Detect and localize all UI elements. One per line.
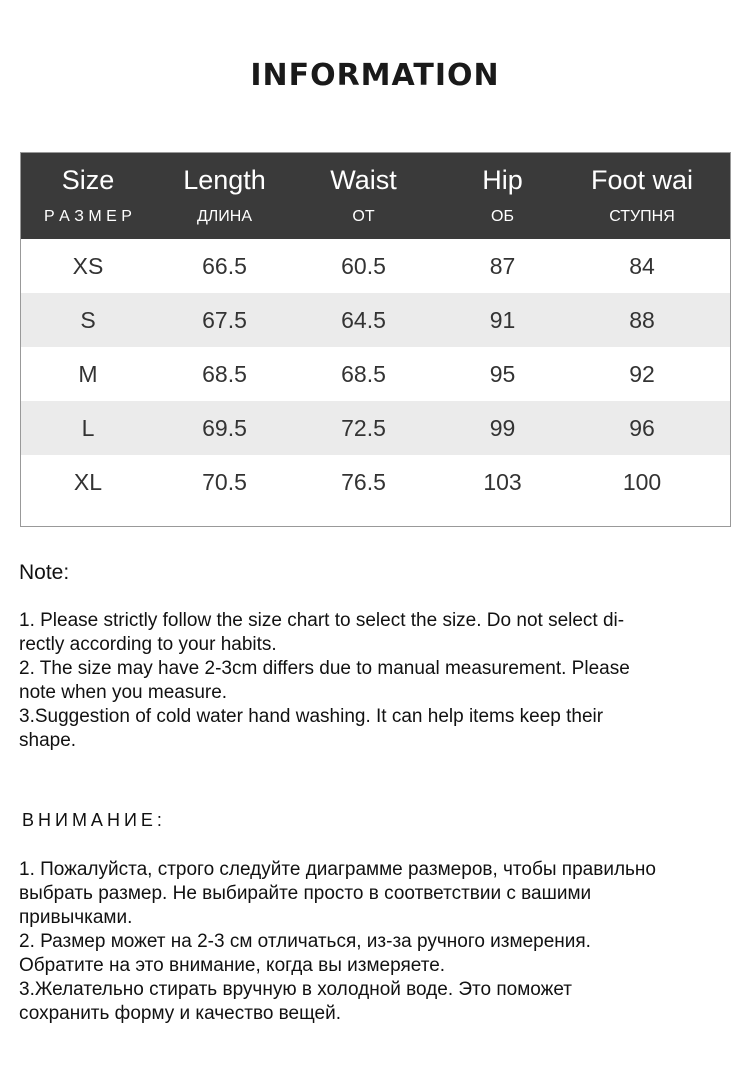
cell-size: XS (72, 252, 104, 279)
cell-foot: 84 (629, 252, 655, 279)
attention-line: Обратите на это внимание, когда вы измеряете. (19, 955, 446, 976)
cell-size: L (81, 414, 95, 441)
attention-line: привычками. (19, 907, 133, 928)
header-sublabel: СТУПНЯ (609, 208, 675, 225)
table-row (21, 455, 730, 509)
cell-length: 66.5 (202, 252, 247, 279)
cell-length: 67.5 (202, 306, 247, 333)
cell-foot: 92 (629, 360, 655, 387)
table-header (21, 153, 730, 239)
table-row (21, 239, 730, 293)
cell-foot: 88 (629, 306, 655, 333)
header-waist (294, 153, 433, 239)
table-row (21, 401, 730, 455)
page-title: INFORMATION (250, 58, 500, 93)
header-sublabel: Р А З М Е Р (44, 208, 132, 225)
note-line: 1. Please strictly follow the size chart to select the size. Do not select di- (19, 610, 625, 631)
cell-size: XL (73, 468, 103, 495)
header-label: Foot wai (590, 165, 694, 195)
cell-length: 69.5 (202, 414, 247, 441)
note-text (19, 609, 724, 753)
note-line: 3.Suggestion of cold water hand washing. It can help items keep their (19, 706, 604, 727)
cell-length: 68.5 (202, 360, 247, 387)
table-row (21, 347, 730, 401)
note-line: note when you measure. (19, 682, 228, 703)
cell-waist: 72.5 (341, 414, 386, 441)
cell-hip: 99 (489, 414, 516, 441)
attention-line: выбрать размер. Не выбирайте просто в соответствии с вашими (19, 883, 592, 904)
note-line: 2. The size may have 2-3cm differs due to manual measurement. Please (19, 658, 630, 679)
header-size (21, 153, 155, 239)
header-label: Length (183, 165, 266, 195)
header-length (155, 153, 294, 239)
attention-heading: ВНИМАНИЕ: (22, 810, 166, 830)
cell-foot: 96 (629, 414, 655, 441)
header-label: Hip (482, 165, 523, 195)
cell-waist: 76.5 (341, 468, 386, 495)
header-label: Size (61, 165, 115, 195)
note-line: shape. (19, 730, 77, 751)
note-heading: Note: (19, 561, 70, 584)
header-hip (433, 153, 572, 239)
attention-line: сохранить форму и качество вещей. (19, 1003, 341, 1024)
cell-foot: 100 (622, 468, 662, 495)
cell-waist: 64.5 (341, 306, 386, 333)
header-sublabel: ОТ (352, 208, 375, 225)
attention-line: 2. Размер может на 2-3 см отличаться, из-за ручного измерения. (19, 931, 591, 952)
size-table (20, 152, 731, 527)
attention-text (19, 858, 724, 1026)
header-foot-width (572, 153, 712, 239)
cell-hip: 87 (489, 252, 516, 279)
table-row (21, 293, 730, 347)
cell-size: S (80, 306, 96, 333)
cell-length: 70.5 (202, 468, 247, 495)
cell-waist: 60.5 (341, 252, 386, 279)
note-line: rectly according to your habits. (19, 634, 277, 655)
header-sublabel: ОБ (491, 208, 514, 225)
attention-line: 3.Желательно стирать вручную в холодной воде. Это поможет (19, 979, 573, 1000)
attention-line: 1. Пожалуйста, строго следуйте диаграмме размеров, чтобы правильно (19, 859, 656, 880)
cell-hip: 103 (483, 468, 522, 495)
cell-hip: 91 (489, 306, 516, 333)
cell-hip: 95 (489, 360, 516, 387)
cell-waist: 68.5 (341, 360, 386, 387)
cell-size: M (78, 360, 98, 387)
header-sublabel: ДЛИНА (196, 208, 253, 225)
header-label: Waist (330, 165, 397, 195)
